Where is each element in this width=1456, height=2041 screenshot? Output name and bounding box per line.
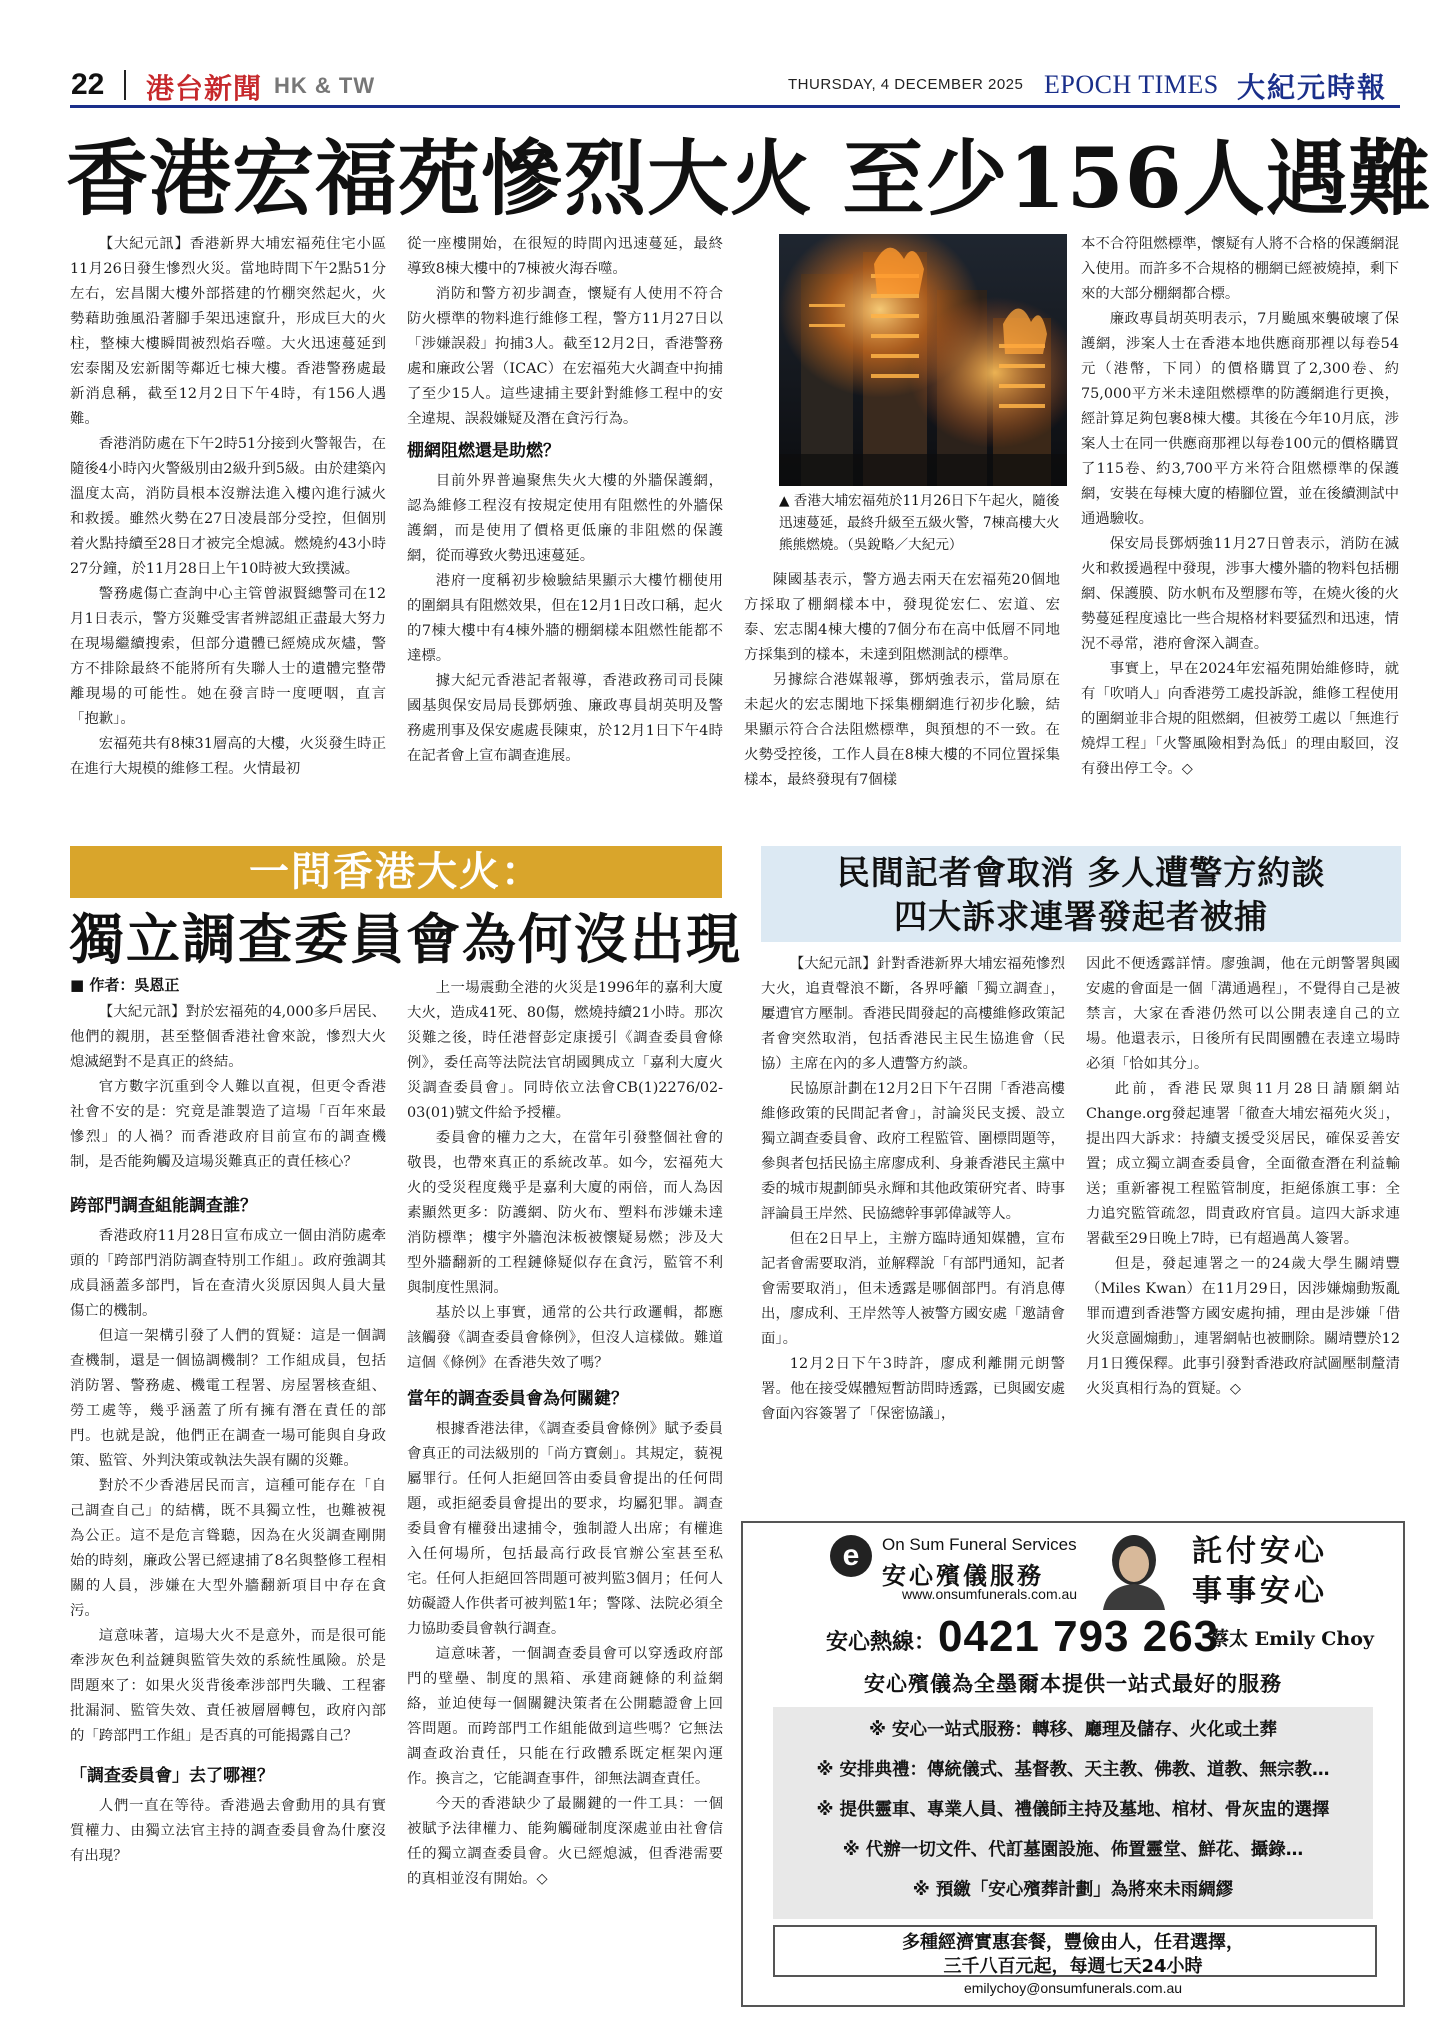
package-line1: 多種經濟實惠套餐，豐儉由人，任君選擇， bbox=[902, 1932, 1244, 1953]
paragraph: 這意味著，這場大火不是意外，而是很可能牽涉灰色利益鏈與監管失效的系統性風險。於是問題來了：如果火災背後牽涉部門失職、工程審批漏洞、監管失效、責任被層層轉包，政府內部的「跨部門工作組」是否真的可能揭露自己？ bbox=[70, 1628, 386, 1744]
paragraph: 官方數字沉重到令人難以直視，但更令香港社會不安的是：究竟是誰製造了這場「百年來最慘烈」的人禍？而香港政府目前宣布的調查機制，是否能夠觸及這場災難真正的責任核心？ bbox=[70, 1079, 386, 1170]
fire-photo bbox=[779, 234, 1067, 486]
paragraph: 警務處傷亡查詢中心主管曾淑賢總警司在12月1日表示，警方災難受害者辨認組正盡最大努力在現場繼續搜索，但部分遺體已經燒成灰燼，警方不排除最終不能將所有失聯人士的遺體完整帶離現場的可能性。她在發言時一度哽咽，直言「抱歉」。 bbox=[70, 586, 386, 727]
company-name-zh: 安心殯儀服務 bbox=[882, 1562, 1044, 1590]
paragraph: 對於不少香港居民而言，這種可能存在「自己調查自己」的結構，既不具獨立性，也難被視為公正。這不是危言聳聽，因為在火災調查剛開始的時刻，廉政公署已經逮捕了8名與整修工程相關的人員，涉嫌在大型外牆翻新項目中存在貪污。 bbox=[70, 1478, 386, 1619]
service-item: ※ 代辦一切文件、代訂墓園設施、佈置靈堂、鮮花、攝錄… bbox=[842, 1840, 1304, 1860]
subheading: 棚網阻燃還是助燃？ bbox=[407, 441, 560, 461]
paragraph: 保安局長鄧炳強11月27日曾表示，消防在滅火和救援過程中發現，涉事大樓外牆的物料包括棚網、保護膜、防水帆布及塑膠布等，在燒火後的火勢蔓延程度遠比一些合規格材料要猛烈和迅速，情況不尋常，港府會深入調查。 bbox=[1081, 536, 1399, 652]
page-number: 22 bbox=[71, 68, 105, 101]
company-logo-icon: e bbox=[830, 1535, 872, 1577]
second-article-column-2 bbox=[1086, 952, 1400, 1402]
second-article-column-1 bbox=[761, 952, 1065, 1427]
author-byline: ■ 作者：吳恩正 bbox=[70, 976, 180, 994]
lead-article-column-1 bbox=[70, 232, 386, 782]
paragraph: 另據綜合港媒報導，鄧炳強表示，當局原在未起火的宏志閣地下採集棚網進行初步化驗，結果顯示符合合法阻燃標準，與預想的不一致。在火勢受控後，工作人員在8棟大樓的不同位置採集樣本，最終發現有7個樣 bbox=[744, 672, 1060, 788]
main-headline: 香港宏福苑慘烈大火 至少156人遇難 bbox=[66, 131, 1432, 227]
paragraph: 這意味著，一個調查委員會可以穿透政府部門的壁壘、制度的黑箱、承建商鏈條的利益網絡，並迫使每一個關鍵決策者在公開聽證會上回答問題。而跨部門工作組能做到這些嗎？它無法調查政治責任，只能在行政體系既定框架內運作。換言之，它能調查事件，卻無法調查責任。 bbox=[407, 1646, 723, 1787]
lead-article-column-2 bbox=[407, 232, 723, 769]
service-item: ※ 預繳「安心殯葬計劃」為將來未雨綢繆 bbox=[912, 1880, 1234, 1900]
commentary-column-1 bbox=[70, 1000, 386, 1869]
contact-person: 蔡太 Emily Choy bbox=[1210, 1628, 1374, 1650]
ad-tagline: 安心殯儀為全墨爾本提供一站式最好的服務 bbox=[864, 1672, 1282, 1696]
paragraph: 香港消防處在下午2時51分接到火警報告，在隨後4小時內火警級別由2級升到5級。由於建築內溫度太高，消防員根本沒辦法進入樓內進行滅火和救援。雖然火勢在27日凌晨部分受控，但個別着火點持續至28日才被完全熄滅。燃燒約43小時27分鐘，於11月28日上午10時被大致撲滅。 bbox=[70, 436, 386, 577]
hotline-label: 安心熱線： bbox=[826, 1630, 937, 1655]
service-item: ※ 安心一站式服務：轉移、廳理及儲存、火化或土葬 bbox=[868, 1720, 1278, 1740]
brand-name-zh: 大紀元時報 bbox=[1237, 71, 1388, 104]
paragraph: 但這一架構引發了人們的質疑：這是一個調查機制，還是一個協調機制？工作組成員，包括消防署、警務處、機電工程署、房屋署核查組、勞工處等，幾乎涵蓋了所有擁有潛在責任的部門。也就是說，他們正在調查一場可能與自身政策、監管、外判決策或執法失誤有關的災難。 bbox=[70, 1328, 386, 1469]
second-article-title-line1: 民間記者會取消 多人遭警方約談 bbox=[836, 853, 1326, 892]
contact-email[interactable]: emilychoy@onsumfunerals.com.au bbox=[963, 1980, 1183, 1996]
commentary-column-2 bbox=[407, 976, 723, 1892]
paragraph: 【大紀元訊】對於宏福苑的4,000多戶居民、他們的親朋，甚至整個香港社會來說，慘烈大火熄滅絕對不是真正的終結。 bbox=[70, 1004, 386, 1070]
contact-portrait bbox=[1095, 1528, 1173, 1610]
paragraph: 但是，發起連署之一的24歲大學生關靖豐（Miles Kwan）在11月29日，因涉嫌煽動叛亂罪而遭到香港警方國安處拘捕，理由是涉嫌「借火災意圖煽動」，連署網帖也被刪除。關靖豐於12月1日獲保釋。此事引發對香港政府試圖壓制釐清火災真相行為的質疑。◇ bbox=[1086, 1256, 1400, 1397]
paragraph: 委員會的權力之大，在當年引發整個社會的敬畏，也帶來真正的系統改革。如今，宏福苑大火的受災程度幾乎是嘉利大廈的兩倍，而人為因素顯然更多：防護網、防火布、塑料布涉嫌未達消防標準；樓宇外牆泡沫板被懷疑易燃；涉及大型外牆翻新的工程鏈條疑似存在貪污，監管不利與制度性黑洞。 bbox=[407, 1130, 723, 1296]
company-name-en: On Sum Funeral Services bbox=[882, 1535, 1077, 1554]
paragraph: 此前，香港民眾與11月28日請願網站Change.org發起連署「徹查大埔宏福苑火災」，提出四大訴求：持續支援受災居民，確保妥善安置；成立獨立調查委員會，全面徹查潛在利益輸送；重新審視工程監管制度，拒絕係旗工事：全力追究監管疏忽，問責政府官員。這四大訴求連署截至29日晚上7時，已有超過萬人簽署。 bbox=[1086, 1081, 1400, 1247]
lead-article-column-4 bbox=[1081, 232, 1399, 782]
package-line2: 三千八百元起，每週七天24小時 bbox=[943, 1956, 1203, 1977]
lead-article-column-3 bbox=[744, 568, 1060, 793]
paragraph: 香港政府11月28日宣布成立一個由消防處牽頭的「跨部門消防調查特別工作組」。政府強調其成員涵蓋多部門，旨在查清火災原因與人員大量傷亡的機制。 bbox=[70, 1228, 386, 1319]
subheading: 「調查委員會」去了哪裡？ bbox=[70, 1766, 274, 1786]
service-item: ※ 提供靈車、專業人員、禮儀師主持及墓地、棺材、骨灰盅的選擇 bbox=[816, 1800, 1330, 1820]
masthead-divider bbox=[124, 70, 126, 100]
paragraph: 從一座樓開始，在很短的時間內迅速蔓延，最終導致8棟大樓中的7棟被火海吞噬。 bbox=[407, 236, 723, 277]
paragraph: 本不合符阻燃標準，懷疑有人將不合格的保護網混入使用。而許多不合規格的棚網已經被燒掉，剩下來的大部分棚網都合標。 bbox=[1081, 236, 1399, 302]
company-website[interactable]: www.onsumfunerals.com.au bbox=[902, 1586, 1078, 1602]
paragraph: 民協原計劃在12月2日下午召開「香港高樓維修政策的民間記者會」，討論災民支援、設立獨立調查委員會、政府工程監管、圍標問題等，參與者包括民協主席廖成利、身兼香港民主黨中委的城市規劃師吳永輝和其他政策研究者、時事評論員王岸然、民協總幹事郭偉誠等人。 bbox=[761, 1081, 1065, 1222]
masthead-rule bbox=[70, 105, 1400, 108]
paragraph: 港府一度稱初步檢驗結果顯示大樓竹棚使用的圍網具有阻燃效果，但在12月1日改口稱，起火的7棟大樓中有4棟外牆的棚網樣本阻燃性能都不達標。 bbox=[407, 573, 723, 664]
paragraph: 12月2日下午3時許，廖成利離開元朗警署。他在接受媒體短暫訪問時透露，已與國安處會面內容簽署了「保密協議」， bbox=[761, 1356, 1065, 1422]
fire-photo-image bbox=[779, 234, 1067, 486]
paragraph: 據大紀元香港記者報導，香港政務司司長陳國基與保安局局長鄧炳強、廉政專員胡英明及警務處刑事及保安處處長陳東，於12月1日下午4時在記者會上宣布調查進展。 bbox=[407, 673, 723, 764]
paragraph: 事實上，早在2024年宏福苑開始維修時，就有「吹哨人」向香港勞工處投訴說，維修工程使用的圍網並非合規的阻燃網，但被勞工處以「無進行燒焊工程」「火警風險相對為低」的理由駁回，沒有發出停工令。◇ bbox=[1081, 661, 1399, 777]
portrait-icon bbox=[1095, 1528, 1173, 1610]
brand-name-en: EPOCH TIMES bbox=[1044, 70, 1219, 99]
paragraph: 根據香港法律，《調查委員會條例》賦予委員會真正的司法級別的「尚方寶劍」。其規定，藐視屬罪行。任何人拒絕回答由委員會提出的任何問題，或拒絕委員會提出的要求，均屬犯罪。調查委員會有權發出逮捕令，強制證人出席；有權進入任何場所，包括最高行政長官辦公室甚至私宅。任何人拒絕回答問題可被判監3個月；任何人妨礙證人作供者可被判監1年；警隊、法院必須全力協助委員會執行調查。 bbox=[407, 1421, 723, 1637]
ad-slogan-line2: 事事安心 bbox=[1192, 1574, 1328, 1609]
paragraph: 目前外界普遍聚焦失火大樓的外牆保護網，認為維修工程沒有按規定使用有阻燃性的外牆保護網，而是使用了價格更低廉的非阻燃的保護網，從而導致火勢迅速蔓延。 bbox=[407, 473, 723, 564]
issue-date: THURSDAY, 4 DECEMBER 2025 bbox=[788, 76, 1024, 93]
paragraph: 上一場震動全港的火災是1996年的嘉利大廈大火，造成41死、80傷，燃燒持續21小時。那次災難之後，時任港督彭定康援引《調查委員會條例》，委任高等法院法官胡國興成立「嘉利大廈火災調查委員會」。同時依立法會CB(1)2276/02-03(01)號文件給予授權。 bbox=[407, 980, 723, 1121]
paragraph: 【大紀元訊】香港新界大埔宏福苑住宅小區11月26日發生慘烈火災。當地時間下午2點51分左右，宏昌閣大樓外部搭建的竹棚突然起火，火勢藉助強風沿著腳手架迅速竄升，形成巨大的火柱，整棟大樓瞬間被烈焰吞噬。大火迅速蔓延到宏泰閣及宏新閣等鄰近七棟大樓。香港警務處最新消息稱，截至12月2日下午4時，有156人遇難。 bbox=[70, 236, 386, 427]
paragraph: 陳國基表示，警方過去兩天在宏福苑20個地方採取了棚網樣本中，發現從宏仁、宏道、宏泰、宏志閣4棟大樓的7個分布在高中低層不同地方採集到的樣本，未達到阻燃測試的標準。 bbox=[744, 572, 1060, 663]
commentary-title: 獨立調查委員會為何沒出現 bbox=[70, 908, 742, 971]
section-title-en: HK & TW bbox=[274, 73, 376, 98]
second-article-title-line2: 四大訴求連署發起者被捕 bbox=[894, 897, 1268, 936]
paragraph: 宏福苑共有8棟31層高的大樓，火災發生時正在進行大規模的維修工程。火情最初 bbox=[70, 736, 386, 777]
service-item: ※ 安排典禮：傳統儀式、基督教、天主教、佛教、道教、無宗教… bbox=[816, 1760, 1330, 1780]
paragraph: 消防和警方初步調查，懷疑有人使用不符合防火標準的物料進行維修工程，警方11月27日以「涉嫌誤殺」拘捕3人。截至12月2日，香港警務處和廉政公署（ICAC）在宏福苑大火調查中拘捕了至少15人。這些逮捕主要針對維修工程中的安全違規、誤殺嫌疑及潛在貪污行為。 bbox=[407, 286, 723, 427]
paragraph: 廉政專員胡英明表示，7月颱風來襲破壞了保護網，涉案人士在香港本地供應商那裡以每卷54元（港幣，下同）的價格購買了2,300卷、約75,000平方米未達阻燃標準的防護網進行更換，經計算足夠包裹8棟大樓。其後在今年10月底，涉案人士在同一供應商那裡以每卷100元的價格購買了115卷、約3,700平方米符合阻燃標準的保護網，安裝在每棟大廈的樁腳位置，並在後續測試中通過驗收。 bbox=[1081, 311, 1399, 527]
paragraph: 今天的香港缺少了最關鍵的一件工具：一個被賦予法律權力、能夠觸碰制度深處並由社會信任的獨立調查委員會。火已經熄滅，但香港需要的真相並沒有開始。◇ bbox=[407, 1796, 723, 1887]
subheading: 跨部門調查組能調查誰？ bbox=[70, 1196, 257, 1216]
paragraph: 基於以上事實，通常的公共行政邏輯，都應該觸發《調查委員會條例》，但沒人這樣做。難道這個《條例》在香港失效了嗎？ bbox=[407, 1305, 723, 1371]
photo-caption: ▲ 香港大埔宏福苑於11月26日下午起火，隨後迅速蔓延，最終升級至五級火警，7棟高樓大火熊熊燃燒。（吳銳略／大紀元） bbox=[779, 493, 1060, 553]
subheading: 當年的調查委員會為何關鍵？ bbox=[407, 1389, 628, 1409]
section-title: 港台新聞 bbox=[146, 72, 263, 105]
paragraph: 但在2日早上，主辦方臨時通知媒體，宣布記者會需要取消，並解釋說「有部門通知，記者會需要取消」，但未透露是哪個部門。有消息傳出，廖成利、王岸然等人被警方國安處「邀請會面」。 bbox=[761, 1231, 1065, 1347]
ad-slogan-line1: 託付安心 bbox=[1192, 1534, 1328, 1569]
commentary-banner: 一問香港大火： bbox=[70, 846, 722, 898]
paragraph: 人們一直在等待。香港過去會動用的具有實質權力、由獨立法官主持的調查委員會為什麼沒有出現？ bbox=[70, 1798, 386, 1864]
hotline-phone[interactable]: 0421 793 263 bbox=[938, 1612, 1220, 1661]
paragraph: 【大紀元訊】針對香港新界大埔宏福苑慘烈大火，追責聲浪不斷，各界呼籲「獨立調查」，屢遭官方壓制。香港民間發起的高樓維修政策記者會突然取消，包括香港民主民生協進會（民協）主席在內的多人遭警方約談。 bbox=[761, 956, 1065, 1072]
paragraph: 因此不便透露詳情。廖強調，他在元朗警署與國安處的會面是一個「溝通過程」，不覺得自己是被禁言，大家在香港仍然可以公開表達自己的立場。他還表示，日後所有民間團體在表達立場時必須「恰如其分」。 bbox=[1086, 956, 1400, 1072]
